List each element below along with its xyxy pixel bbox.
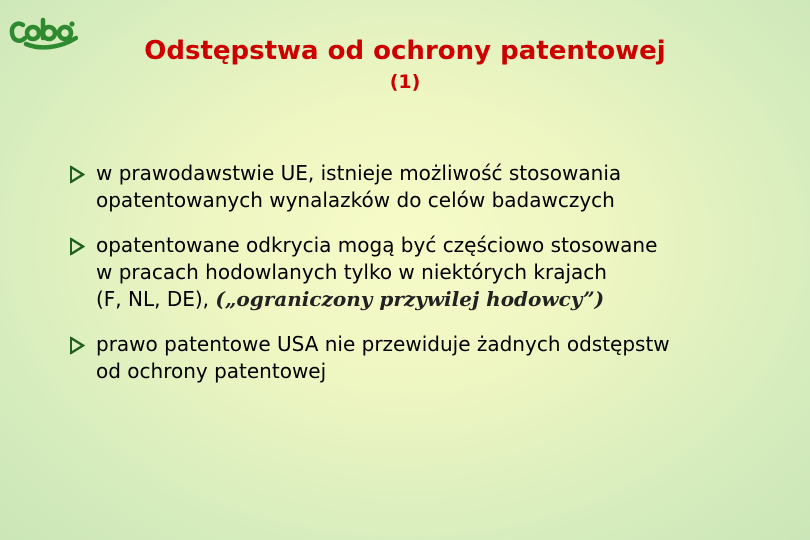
bullet-text-line: w pracach hodowlanych tylko w niektórych krajach — [96, 260, 607, 284]
bullet-text-line: w prawodawstwie UE, istnieje możliwość stosowania — [96, 161, 622, 185]
bullet-text-line: prawo patentowe USA nie przewiduje żadnych odstępstw — [96, 332, 670, 356]
arrowhead-bullet-icon — [68, 232, 90, 259]
arrowhead-bullet-icon — [68, 160, 90, 187]
arrowhead-bullet-icon — [68, 331, 90, 358]
bullet-item — [68, 160, 788, 214]
emphasis-text: („ograniczony przywilej hodowcy”) — [215, 287, 605, 311]
bullet-text-segment: (F, NL, DE), — [96, 287, 216, 311]
bullet-item — [68, 232, 788, 313]
bullet-item — [68, 331, 788, 385]
slide-title: Odstępstwa od ochrony patentowej — [144, 36, 666, 66]
bullet-list — [68, 160, 788, 385]
slide-subtitle: (1) — [389, 71, 421, 93]
bullet-text-line-with-emphasis — [96, 286, 788, 313]
bullet-text-line: od ochrony patentowej — [96, 359, 327, 383]
bullet-text-line: opatentowanych wynalazków do celów badawczych — [96, 188, 615, 212]
bullet-text-line: opatentowane odkrycia mogą być częściowo stosowane — [96, 233, 658, 257]
